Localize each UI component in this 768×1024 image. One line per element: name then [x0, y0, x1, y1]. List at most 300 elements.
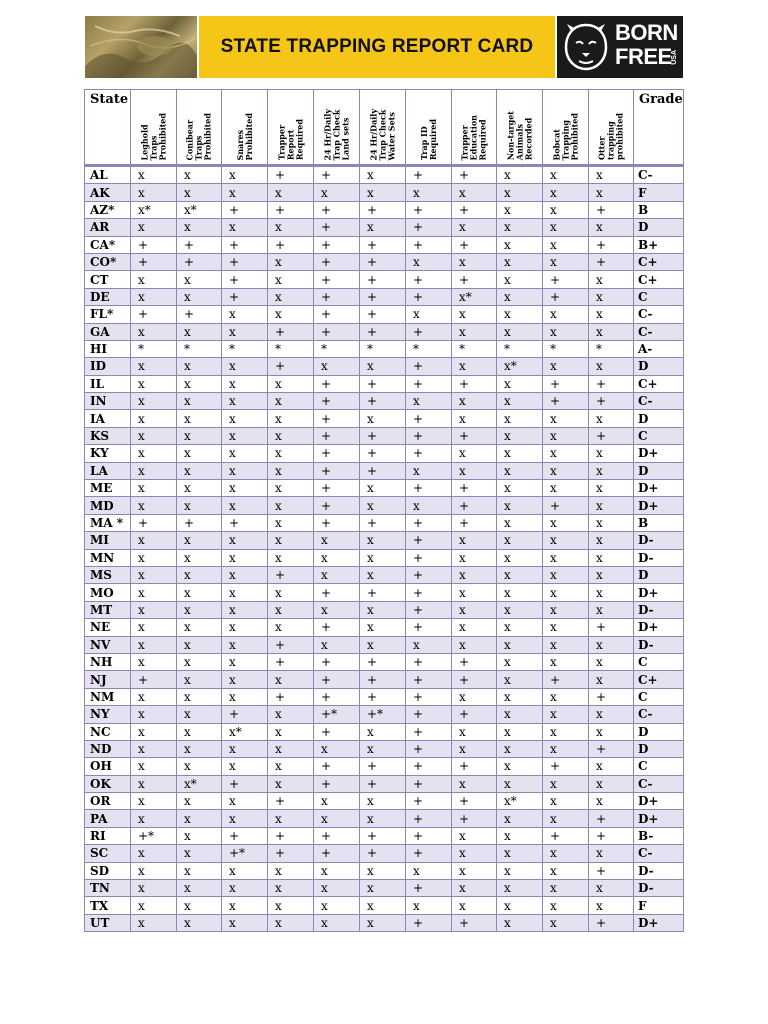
value-cell: + — [314, 480, 360, 497]
value-cell: x — [222, 566, 268, 583]
value-cell: x — [268, 427, 314, 444]
value-cell: + — [222, 288, 268, 305]
value-cell: + — [406, 688, 452, 705]
state-cell: RI — [85, 827, 131, 844]
column-header-line: 24 Hr/Daily — [322, 108, 332, 160]
logo-word-free: FREE — [615, 44, 672, 69]
value-cell: x — [222, 810, 268, 827]
value-cell: x — [497, 445, 543, 462]
value-cell: + — [406, 793, 452, 810]
value-cell: x — [406, 393, 452, 410]
table-row — [85, 827, 684, 844]
value-cell: + — [589, 862, 634, 879]
value-cell: + — [543, 393, 589, 410]
value-cell: x — [452, 532, 497, 549]
value-cell: x — [543, 219, 589, 236]
value-cell: + — [406, 845, 452, 862]
value-cell: + — [360, 306, 406, 323]
value-cell: x — [543, 480, 589, 497]
value-cell: x — [497, 514, 543, 531]
column-header-label — [598, 113, 625, 160]
value-cell: x — [268, 532, 314, 549]
value-cell: x — [131, 480, 177, 497]
column-header-0 — [131, 90, 177, 166]
table-row — [85, 184, 684, 201]
value-cell: + — [452, 793, 497, 810]
value-cell: x — [543, 793, 589, 810]
value-cell: x — [589, 480, 634, 497]
value-cell: x — [268, 288, 314, 305]
value-cell: x — [268, 184, 314, 201]
grade-cell: D+ — [634, 445, 684, 462]
state-cell: NH — [85, 653, 131, 670]
table-body — [85, 166, 684, 932]
value-cell: x — [360, 862, 406, 879]
column-header-1 — [177, 90, 222, 166]
value-cell: + — [543, 497, 589, 514]
value-cell: x — [131, 288, 177, 305]
value-cell: + — [452, 671, 497, 688]
value-cell: + — [406, 740, 452, 757]
value-cell: x — [222, 393, 268, 410]
grade-cell: C — [634, 653, 684, 670]
value-cell: +* — [360, 706, 406, 723]
value-cell: + — [314, 462, 360, 479]
value-cell: + — [222, 514, 268, 531]
value-cell: x — [222, 897, 268, 914]
value-cell: + — [589, 740, 634, 757]
value-cell: + — [314, 758, 360, 775]
value-cell: + — [406, 549, 452, 566]
value-cell: x — [497, 601, 543, 618]
value-cell: x — [268, 549, 314, 566]
page-title: STATE TRAPPING REPORT CARD — [220, 36, 534, 57]
value-cell: + — [406, 758, 452, 775]
state-cell: KY — [85, 445, 131, 462]
column-header-8 — [497, 90, 543, 166]
value-cell: x — [360, 480, 406, 497]
value-cell: x — [452, 219, 497, 236]
value-cell: x — [131, 271, 177, 288]
value-cell: x — [497, 845, 543, 862]
table-row — [85, 236, 684, 253]
value-cell: x — [222, 584, 268, 601]
value-cell: x — [131, 166, 177, 184]
value-cell: +* — [314, 706, 360, 723]
value-cell: x — [177, 740, 222, 757]
value-cell: x — [452, 862, 497, 879]
state-cell: OK — [85, 775, 131, 792]
value-cell: x — [406, 636, 452, 653]
value-cell: + — [452, 271, 497, 288]
value-cell: x — [131, 758, 177, 775]
value-cell: x — [177, 653, 222, 670]
value-cell: x — [177, 393, 222, 410]
state-cell: NM — [85, 688, 131, 705]
value-cell: x — [360, 549, 406, 566]
value-cell: + — [268, 236, 314, 253]
state-cell: UT — [85, 914, 131, 931]
value-cell: + — [452, 166, 497, 184]
grade-cell: C+ — [634, 671, 684, 688]
state-cell: NJ — [85, 671, 131, 688]
value-cell: x* — [497, 793, 543, 810]
value-cell: x — [543, 723, 589, 740]
value-cell: x — [268, 462, 314, 479]
value-cell: x — [543, 636, 589, 653]
value-cell: + — [360, 845, 406, 862]
value-cell: x — [497, 375, 543, 392]
value-cell: x — [222, 758, 268, 775]
value-cell: +* — [222, 845, 268, 862]
value-cell: x — [131, 393, 177, 410]
value-cell: x — [543, 323, 589, 340]
value-cell: x — [314, 740, 360, 757]
state-cell: HI — [85, 340, 131, 357]
value-cell: x — [222, 323, 268, 340]
value-cell: x — [406, 306, 452, 323]
value-cell: x — [543, 166, 589, 184]
value-cell: x — [131, 706, 177, 723]
grade-cell: D — [634, 740, 684, 757]
value-cell: x — [177, 566, 222, 583]
value-cell: + — [452, 914, 497, 931]
grade-cell: C — [634, 288, 684, 305]
value-cell: x — [497, 166, 543, 184]
column-header-line: Trap Check — [377, 109, 387, 160]
grade-cell: D- — [634, 532, 684, 549]
state-cell: PA — [85, 810, 131, 827]
grade-cell: D- — [634, 880, 684, 897]
value-cell: + — [314, 166, 360, 184]
value-cell: x — [497, 201, 543, 218]
value-cell: x — [131, 845, 177, 862]
value-cell: x — [222, 358, 268, 375]
value-cell: + — [406, 323, 452, 340]
lion-face-icon — [561, 21, 611, 73]
value-cell: x — [543, 584, 589, 601]
value-cell: x — [452, 584, 497, 601]
grade-cell: D+ — [634, 497, 684, 514]
grade-cell: D — [634, 566, 684, 583]
table-row — [85, 758, 684, 775]
value-cell: x — [543, 775, 589, 792]
value-cell: x — [497, 549, 543, 566]
table-row — [85, 549, 684, 566]
value-cell: * — [406, 340, 452, 357]
value-cell: x — [543, 653, 589, 670]
value-cell: x — [589, 358, 634, 375]
column-header-line: Animals — [514, 123, 524, 160]
state-cell: OR — [85, 793, 131, 810]
value-cell: x — [222, 306, 268, 323]
state-cell: MN — [85, 549, 131, 566]
value-cell: x — [497, 636, 543, 653]
table-row — [85, 375, 684, 392]
value-cell: x — [314, 549, 360, 566]
value-cell: + — [222, 775, 268, 792]
value-cell: x* — [177, 775, 222, 792]
value-cell: x — [177, 549, 222, 566]
state-cell: MT — [85, 601, 131, 618]
grade-cell: B — [634, 201, 684, 218]
value-cell: x — [268, 740, 314, 757]
value-cell: x — [589, 532, 634, 549]
value-cell: x — [497, 619, 543, 636]
table-row — [85, 358, 684, 375]
state-cell: ID — [85, 358, 131, 375]
value-cell: + — [360, 445, 406, 462]
column-header-5 — [360, 90, 406, 166]
value-cell: + — [406, 827, 452, 844]
grade-cell: D — [634, 723, 684, 740]
value-cell: + — [543, 671, 589, 688]
value-cell: + — [406, 445, 452, 462]
value-cell: + — [314, 236, 360, 253]
value-cell: + — [131, 253, 177, 270]
value-cell: x — [177, 845, 222, 862]
column-header-2 — [222, 90, 268, 166]
value-cell: + — [177, 236, 222, 253]
value-cell: x — [222, 375, 268, 392]
value-cell: x — [497, 427, 543, 444]
value-cell: x — [314, 914, 360, 931]
state-cell: CA* — [85, 236, 131, 253]
column-header-line: Trapper — [459, 124, 470, 160]
value-cell: + — [406, 914, 452, 931]
table-row — [85, 775, 684, 792]
value-cell: x — [314, 793, 360, 810]
value-cell: x — [131, 688, 177, 705]
value-cell: x — [589, 601, 634, 618]
value-cell: x — [177, 288, 222, 305]
value-cell: x — [131, 549, 177, 566]
value-cell: x — [222, 880, 268, 897]
value-cell: + — [314, 271, 360, 288]
value-cell: x — [360, 219, 406, 236]
value-cell: + — [452, 706, 497, 723]
value-cell: x — [543, 688, 589, 705]
table-row — [85, 410, 684, 427]
value-cell: + — [543, 271, 589, 288]
value-cell: x — [452, 323, 497, 340]
value-cell: + — [314, 393, 360, 410]
value-cell: x — [222, 653, 268, 670]
column-header-6 — [406, 90, 452, 166]
value-cell: x — [589, 793, 634, 810]
value-cell: x — [131, 427, 177, 444]
value-cell: x — [589, 775, 634, 792]
value-cell: x* — [452, 288, 497, 305]
value-cell: x — [131, 184, 177, 201]
value-cell: x — [452, 723, 497, 740]
table-row — [85, 340, 684, 357]
value-cell: x — [360, 810, 406, 827]
grade-cell: B- — [634, 827, 684, 844]
table-row — [85, 845, 684, 862]
state-cell: NY — [85, 706, 131, 723]
value-cell: x — [406, 462, 452, 479]
value-cell: x — [497, 897, 543, 914]
value-cell: + — [406, 671, 452, 688]
grade-column-header: Grade — [634, 90, 684, 166]
value-cell: + — [406, 219, 452, 236]
value-cell: x* — [177, 201, 222, 218]
value-cell: x — [589, 514, 634, 531]
value-cell: x — [222, 462, 268, 479]
value-cell: + — [314, 427, 360, 444]
value-cell: x — [222, 219, 268, 236]
column-header-line: Land sets — [340, 117, 350, 160]
value-cell: + — [222, 706, 268, 723]
value-cell: x — [177, 914, 222, 931]
value-cell: * — [177, 340, 222, 357]
value-cell: x — [543, 601, 589, 618]
value-cell: + — [360, 323, 406, 340]
value-cell: x — [268, 514, 314, 531]
value-cell: x — [452, 549, 497, 566]
value-cell: + — [314, 445, 360, 462]
value-cell: x — [543, 236, 589, 253]
grade-cell: D+ — [634, 914, 684, 931]
value-cell: + — [406, 532, 452, 549]
value-cell: x — [222, 480, 268, 497]
value-cell: x — [177, 427, 222, 444]
value-cell: + — [268, 566, 314, 583]
value-cell: x — [589, 462, 634, 479]
value-cell: x — [543, 514, 589, 531]
value-cell: x — [131, 358, 177, 375]
value-cell: x — [497, 288, 543, 305]
value-cell: x — [543, 845, 589, 862]
value-cell: x — [268, 375, 314, 392]
value-cell: x — [222, 549, 268, 566]
column-header-line: Otter — [596, 136, 607, 160]
value-cell: + — [589, 236, 634, 253]
value-cell: x — [314, 184, 360, 201]
value-cell: x — [131, 462, 177, 479]
value-cell: x — [497, 253, 543, 270]
value-cell: x — [222, 410, 268, 427]
value-cell: * — [497, 340, 543, 357]
value-cell: x — [589, 288, 634, 305]
value-cell: + — [589, 688, 634, 705]
value-cell: x — [268, 619, 314, 636]
value-cell: x — [222, 619, 268, 636]
value-cell: + — [589, 914, 634, 931]
value-cell: + — [406, 358, 452, 375]
value-cell: x — [497, 462, 543, 479]
value-cell: +* — [131, 827, 177, 844]
value-cell: x — [360, 740, 406, 757]
value-cell: * — [314, 340, 360, 357]
value-cell: x — [268, 601, 314, 618]
value-cell: x — [452, 601, 497, 618]
value-cell: + — [452, 427, 497, 444]
value-cell: x — [131, 862, 177, 879]
value-cell: x — [589, 271, 634, 288]
value-cell: x — [497, 706, 543, 723]
state-cell: CT — [85, 271, 131, 288]
value-cell: x — [222, 532, 268, 549]
column-header-line: Recorded — [523, 117, 533, 160]
column-header-line: Non-target — [505, 110, 515, 160]
value-cell: x — [452, 619, 497, 636]
value-cell: x — [497, 271, 543, 288]
value-cell: x — [177, 271, 222, 288]
value-cell: x — [497, 862, 543, 879]
table-row — [85, 688, 684, 705]
value-cell: + — [314, 253, 360, 270]
table-row — [85, 862, 684, 879]
table-row — [85, 619, 684, 636]
value-cell: x — [452, 358, 497, 375]
state-cell: FL* — [85, 306, 131, 323]
value-cell: + — [360, 253, 406, 270]
value-cell: x — [452, 897, 497, 914]
state-cell: ND — [85, 740, 131, 757]
value-cell: + — [360, 288, 406, 305]
grade-cell: C+ — [634, 253, 684, 270]
value-cell: x — [268, 880, 314, 897]
state-cell: SC — [85, 845, 131, 862]
value-cell: + — [452, 236, 497, 253]
value-cell: x — [360, 914, 406, 931]
state-cell: MD — [85, 497, 131, 514]
column-header-label — [420, 119, 438, 160]
value-cell: + — [589, 375, 634, 392]
value-cell: x — [268, 810, 314, 827]
value-cell: x — [177, 497, 222, 514]
grade-cell: F — [634, 184, 684, 201]
value-cell: x — [360, 793, 406, 810]
value-cell: + — [452, 758, 497, 775]
value-cell: x — [406, 862, 452, 879]
table-row — [85, 793, 684, 810]
value-cell: x — [360, 601, 406, 618]
value-cell: + — [131, 514, 177, 531]
value-cell: x — [177, 445, 222, 462]
value-cell: x — [360, 410, 406, 427]
value-cell: x — [131, 723, 177, 740]
value-cell: x — [497, 688, 543, 705]
value-cell: x — [497, 480, 543, 497]
column-header-line: Trap ID — [418, 126, 429, 160]
column-header-line: Conibear — [184, 119, 195, 160]
column-header-line: Report — [285, 129, 295, 160]
column-header-7 — [452, 90, 497, 166]
value-cell: x — [222, 601, 268, 618]
value-cell: x — [452, 393, 497, 410]
table-row — [85, 897, 684, 914]
value-cell: + — [543, 827, 589, 844]
value-cell: x — [177, 584, 222, 601]
grade-cell: B+ — [634, 236, 684, 253]
value-cell: + — [314, 323, 360, 340]
value-cell: x — [543, 740, 589, 757]
value-cell: x — [543, 410, 589, 427]
value-cell: x — [497, 184, 543, 201]
value-cell: + — [543, 288, 589, 305]
value-cell: + — [360, 375, 406, 392]
value-cell: x — [452, 253, 497, 270]
value-cell: x — [589, 323, 634, 340]
value-cell: + — [360, 653, 406, 670]
table-row — [85, 601, 684, 618]
state-cell: AK — [85, 184, 131, 201]
value-cell: + — [268, 845, 314, 862]
value-cell: x — [131, 793, 177, 810]
